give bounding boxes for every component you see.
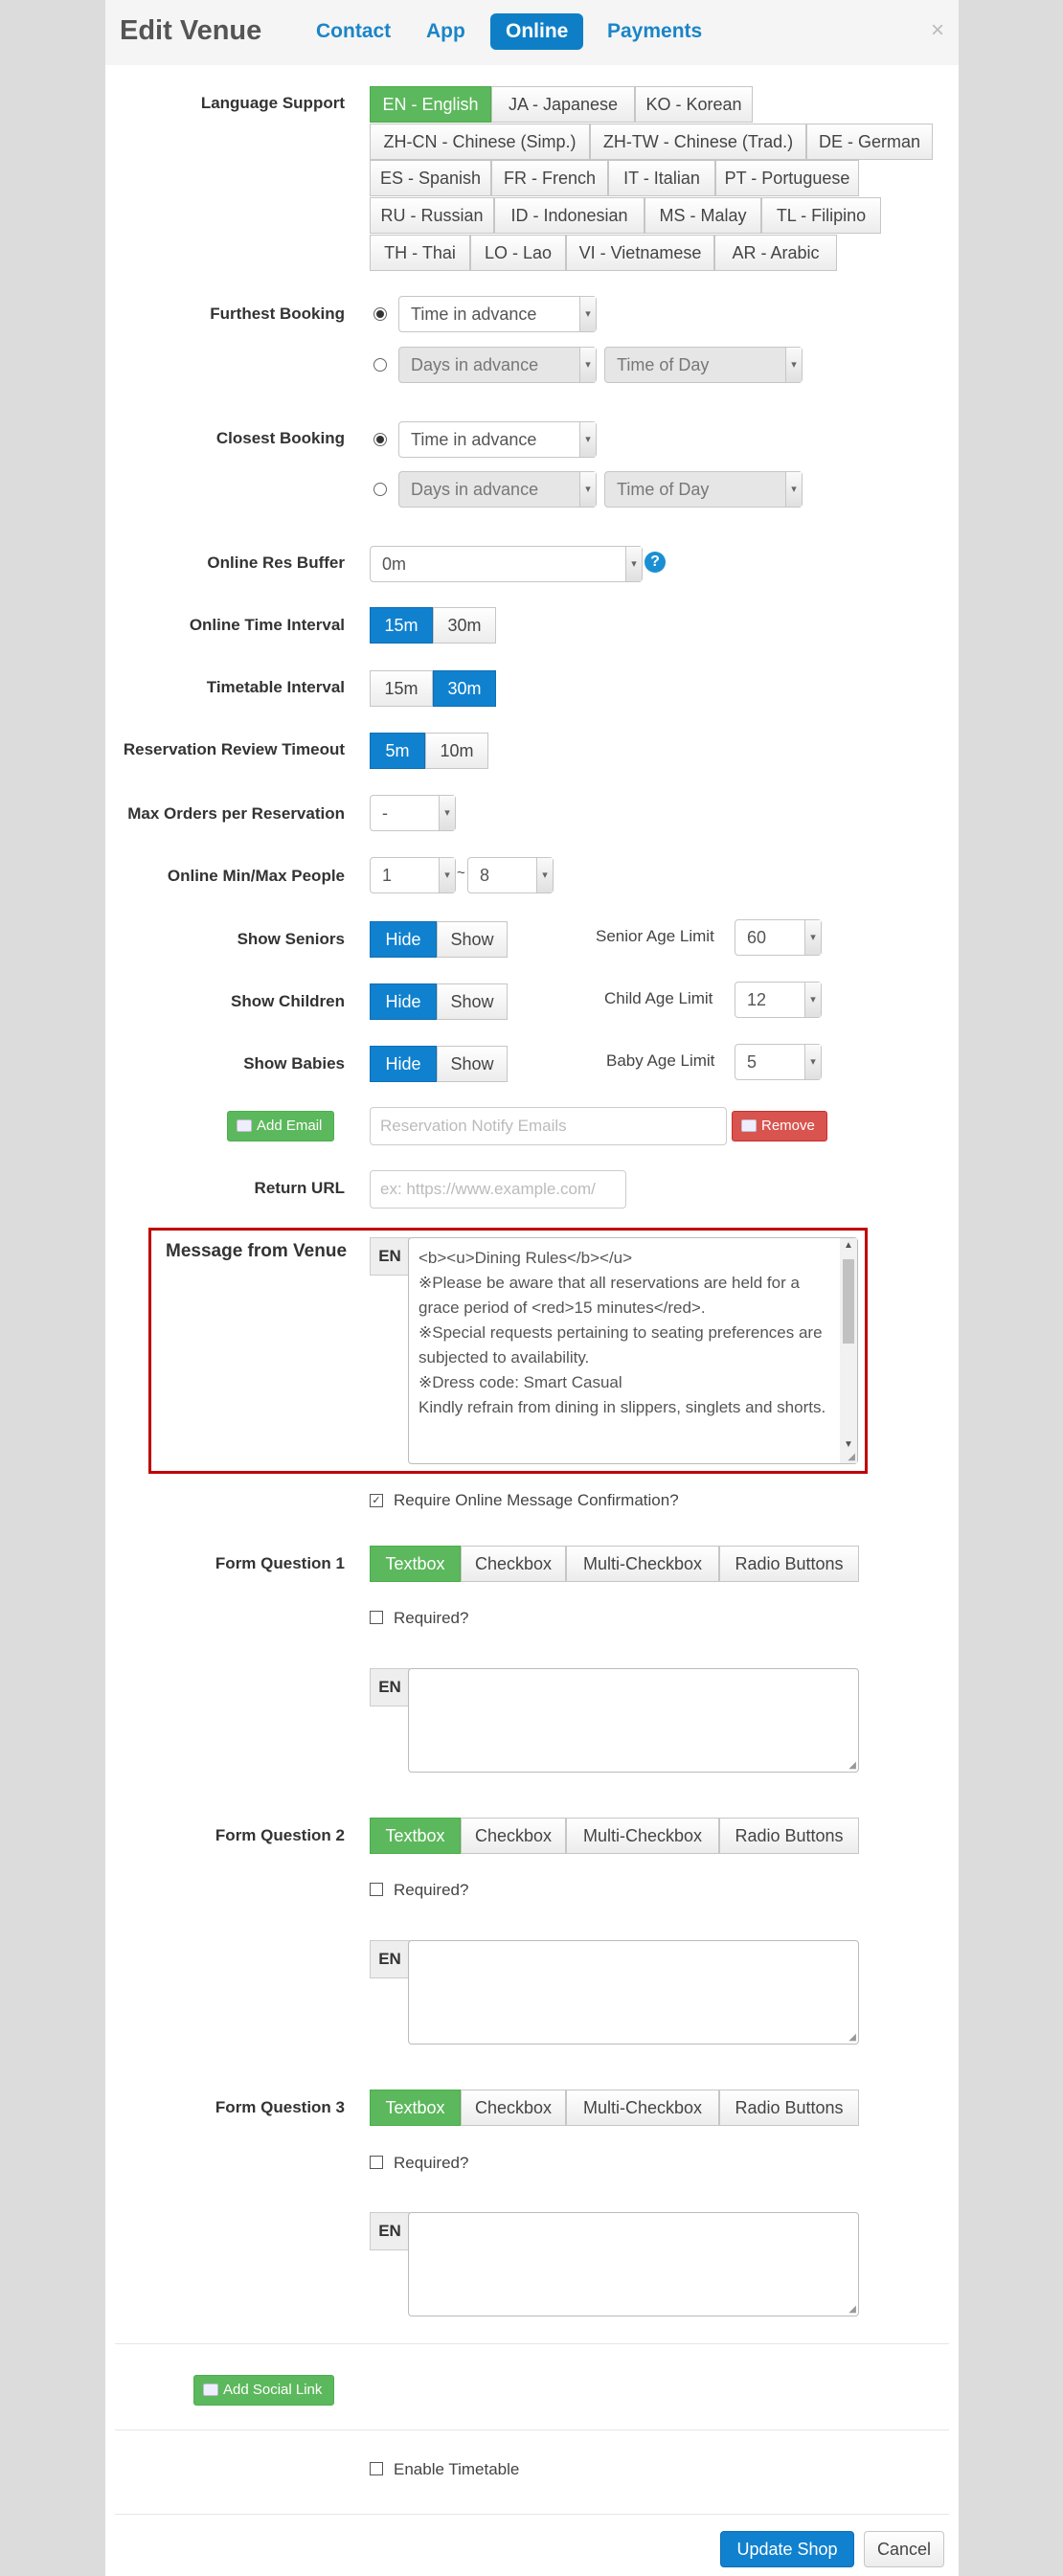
fq1-required-label: Required?	[394, 1609, 469, 1627]
fq3-required-checkbox[interactable]	[370, 2156, 383, 2169]
timetable-interval-15m[interactable]: 15m	[370, 670, 433, 707]
fq3-radio-buttons[interactable]: Radio Buttons	[719, 2090, 859, 2126]
resize-grip-icon[interactable]: ◢	[848, 2304, 856, 2315]
cancel-button[interactable]: Cancel	[864, 2531, 944, 2567]
furthest-days-select[interactable]: Days in advance ▾	[398, 347, 597, 383]
furthest-timeofday-select[interactable]: Time of Day ▾	[604, 347, 803, 383]
baby-age-select[interactable]: 5 ▾	[735, 1044, 822, 1080]
divider	[115, 2343, 949, 2344]
chevron-down-icon: ▾	[439, 858, 455, 893]
add-social-link-button[interactable]: Add Social Link	[193, 2375, 334, 2406]
lang-ms[interactable]: MS - Malay	[645, 197, 761, 234]
fq2-lang-tag: EN	[370, 1940, 410, 1978]
require-confirmation-label: Require Online Message Confirmation?	[394, 1491, 679, 1509]
scroll-down-icon[interactable]: ▼	[844, 1439, 853, 1450]
message-scrollbar[interactable]	[840, 1238, 857, 1463]
tab-app[interactable]: App	[426, 20, 465, 42]
lang-vi[interactable]: VI - Vietnamese	[566, 235, 714, 271]
furthest-days-radio[interactable]	[373, 358, 387, 372]
online-res-buffer-select[interactable]: 0m ▾	[370, 546, 643, 582]
fq1-checkbox[interactable]: Checkbox	[461, 1546, 566, 1582]
lang-id[interactable]: ID - Indonesian	[494, 197, 645, 234]
baby-age-limit-label: Baby Age Limit	[606, 1051, 715, 1070]
fq3-checkbox[interactable]: Checkbox	[461, 2090, 566, 2126]
close-icon[interactable]: ×	[931, 17, 945, 43]
fq3-multi-checkbox[interactable]: Multi-Checkbox	[566, 2090, 719, 2126]
show-children-label: Show Children	[231, 992, 345, 1010]
show-seniors-label: Show Seniors	[237, 930, 345, 948]
chevron-down-icon: ▾	[536, 858, 553, 893]
form-question-1-label: Form Question 1	[215, 1554, 345, 1572]
furthest-booking-label: Furthest Booking	[210, 305, 345, 323]
tab-online[interactable]: Online	[490, 13, 583, 50]
fq2-checkbox[interactable]: Checkbox	[461, 1818, 566, 1854]
fq1-radio-buttons[interactable]: Radio Buttons	[719, 1546, 859, 1582]
chevron-down-icon: ▾	[625, 547, 642, 581]
resize-grip-icon[interactable]: ◢	[848, 2032, 856, 2043]
tab-payments[interactable]: Payments	[607, 20, 703, 42]
min-people-select[interactable]: 1 ▾	[370, 857, 456, 893]
children-hide-button[interactable]: Hide	[370, 983, 437, 1020]
seniors-hide-button[interactable]: Hide	[370, 921, 437, 958]
fq2-required-checkbox[interactable]	[370, 1883, 383, 1896]
lang-es[interactable]: ES - Spanish	[370, 160, 491, 196]
babies-hide-button[interactable]: Hide	[370, 1046, 437, 1082]
max-people-select[interactable]: 8 ▾	[467, 857, 554, 893]
fq2-radio-buttons[interactable]: Radio Buttons	[719, 1818, 859, 1854]
lang-th[interactable]: TH - Thai	[370, 235, 470, 271]
lang-it[interactable]: IT - Italian	[608, 160, 715, 196]
lang-ar[interactable]: AR - Arabic	[714, 235, 837, 271]
email-icon	[237, 1119, 252, 1132]
closest-time-select[interactable]: Time in advance ▾	[398, 421, 597, 458]
range-separator: ~	[457, 865, 465, 881]
furthest-time-select[interactable]: Time in advance ▾	[398, 296, 597, 332]
fq2-textbox[interactable]: Textbox	[370, 1818, 461, 1854]
scroll-thumb[interactable]	[843, 1259, 854, 1344]
lang-zh-cn[interactable]: ZH-CN - Chinese (Simp.)	[370, 124, 590, 160]
babies-show-button[interactable]: Show	[437, 1046, 508, 1082]
lang-pt[interactable]: PT - Portuguese	[715, 160, 859, 196]
fq1-multi-checkbox[interactable]: Multi-Checkbox	[566, 1546, 719, 1582]
lang-tl[interactable]: TL - Filipino	[761, 197, 881, 234]
modal-header	[105, 0, 959, 65]
closest-booking-label: Closest Booking	[215, 429, 345, 447]
closest-days-radio[interactable]	[373, 483, 387, 496]
furthest-time-radio[interactable]	[373, 307, 387, 321]
return-url-label: Return URL	[254, 1179, 345, 1197]
fq2-required-label: Required?	[394, 1881, 469, 1899]
fq1-required-checkbox[interactable]	[370, 1611, 383, 1624]
scroll-up-icon[interactable]: ▲	[844, 1240, 853, 1251]
tab-contact[interactable]: Contact	[316, 20, 392, 42]
modal-title: Edit Venue	[120, 15, 262, 46]
children-show-button[interactable]: Show	[437, 983, 508, 1020]
chevron-down-icon: ▾	[804, 983, 821, 1017]
online-res-buffer-label: Online Res Buffer	[207, 554, 345, 572]
resize-grip-icon[interactable]: ◢	[848, 1760, 856, 1771]
fq3-textbox[interactable]: Textbox	[370, 2090, 461, 2126]
chevron-down-icon: ▾	[785, 472, 802, 507]
senior-age-limit-label: Senior Age Limit	[596, 927, 714, 945]
chat-icon	[203, 2384, 218, 2396]
lang-ko[interactable]: KO - Korean	[635, 86, 753, 123]
lang-zh-tw[interactable]: ZH-TW - Chinese (Trad.)	[590, 124, 806, 160]
add-email-button[interactable]: Add Email	[227, 1111, 334, 1141]
online-time-interval-label: Online Time Interval	[189, 616, 345, 634]
update-shop-button[interactable]: Update Shop	[720, 2531, 854, 2567]
timetable-interval-label: Timetable Interval	[206, 678, 345, 696]
fq3-textarea[interactable]	[408, 2212, 859, 2316]
edit-venue-modal	[105, 0, 959, 2576]
seniors-show-button[interactable]: Show	[437, 921, 508, 958]
review-timeout-5m[interactable]: 5m	[370, 733, 425, 769]
lang-fr[interactable]: FR - French	[491, 160, 608, 196]
require-confirmation-checkbox[interactable]: ✓	[370, 1494, 383, 1507]
closest-timeofday-select[interactable]: Time of Day ▾	[604, 471, 803, 508]
chevron-down-icon: ▾	[579, 297, 596, 331]
chevron-down-icon: ▾	[579, 422, 596, 457]
help-icon[interactable]: ?	[645, 552, 666, 573]
review-timeout-10m[interactable]: 10m	[425, 733, 488, 769]
child-age-select[interactable]: 12 ▾	[735, 982, 822, 1018]
closest-days-select[interactable]: Days in advance ▾	[398, 471, 597, 508]
chevron-down-icon: ▾	[804, 920, 821, 955]
chevron-down-icon: ▾	[804, 1045, 821, 1079]
enable-timetable-label: Enable Timetable	[394, 2460, 520, 2478]
lang-de[interactable]: DE - German	[806, 124, 933, 160]
fq1-textarea[interactable]	[408, 1668, 859, 1773]
timetable-interval-30m[interactable]: 30m	[433, 670, 496, 707]
message-textarea[interactable]	[408, 1237, 858, 1464]
child-age-limit-label: Child Age Limit	[604, 989, 713, 1007]
review-timeout-label: Reservation Review Timeout	[123, 740, 345, 758]
fq1-textbox[interactable]: Textbox	[370, 1546, 461, 1582]
chevron-down-icon: ▾	[439, 796, 455, 830]
notify-emails-input[interactable]: Reservation Notify Emails	[370, 1107, 727, 1145]
form-question-2-label: Form Question 2	[215, 1826, 345, 1844]
remove-email-button[interactable]: Remove	[732, 1111, 827, 1141]
chevron-down-icon: ▾	[785, 348, 802, 382]
senior-age-select[interactable]: 60 ▾	[735, 919, 822, 956]
form-question-3-label: Form Question 3	[215, 2098, 345, 2116]
resize-grip-icon[interactable]: ◢	[848, 1452, 855, 1462]
lang-ru[interactable]: RU - Russian	[370, 197, 494, 234]
fq2-textarea[interactable]	[408, 1940, 859, 2045]
return-url-input[interactable]: ex: https://www.example.com/	[370, 1170, 626, 1209]
fq1-lang-tag: EN	[370, 1668, 410, 1706]
lang-lo[interactable]: LO - Lao	[470, 235, 566, 271]
online-interval-15m[interactable]: 15m	[370, 607, 433, 644]
language-support-label: Language Support	[200, 94, 345, 112]
email-icon	[741, 1119, 757, 1132]
fq2-multi-checkbox[interactable]: Multi-Checkbox	[566, 1818, 719, 1854]
message-lang-tag: EN	[370, 1237, 410, 1276]
divider	[115, 2514, 949, 2515]
enable-timetable-checkbox[interactable]	[370, 2462, 383, 2475]
min-max-people-label: Online Min/Max People	[167, 867, 345, 885]
closest-time-radio[interactable]	[373, 433, 387, 446]
lang-ja[interactable]: JA - Japanese	[491, 86, 635, 123]
divider	[115, 2429, 949, 2430]
show-babies-label: Show Babies	[243, 1054, 345, 1073]
message-from-venue-label: Message from Venue	[166, 1241, 348, 1261]
max-orders-label: Max Orders per Reservation	[127, 804, 345, 823]
chevron-down-icon: ▾	[579, 472, 596, 507]
lang-en[interactable]: EN - English	[370, 86, 491, 123]
chevron-down-icon: ▾	[579, 348, 596, 382]
fq3-required-label: Required?	[394, 2154, 469, 2172]
fq3-lang-tag: EN	[370, 2212, 410, 2250]
online-interval-30m[interactable]: 30m	[433, 607, 496, 644]
message-text: <b><u>Dining Rules</b></u> ※Please be aware that all reservations are held for a grace period of <red>15 minutes</red>. ※Special requests pertaining to seating preferences are subjected to availability. ※Dress code: Smart Casual Kindly refrain from dining in slippers, singlets and shorts.	[418, 1249, 826, 1416]
max-orders-select[interactable]: - ▾	[370, 795, 456, 831]
